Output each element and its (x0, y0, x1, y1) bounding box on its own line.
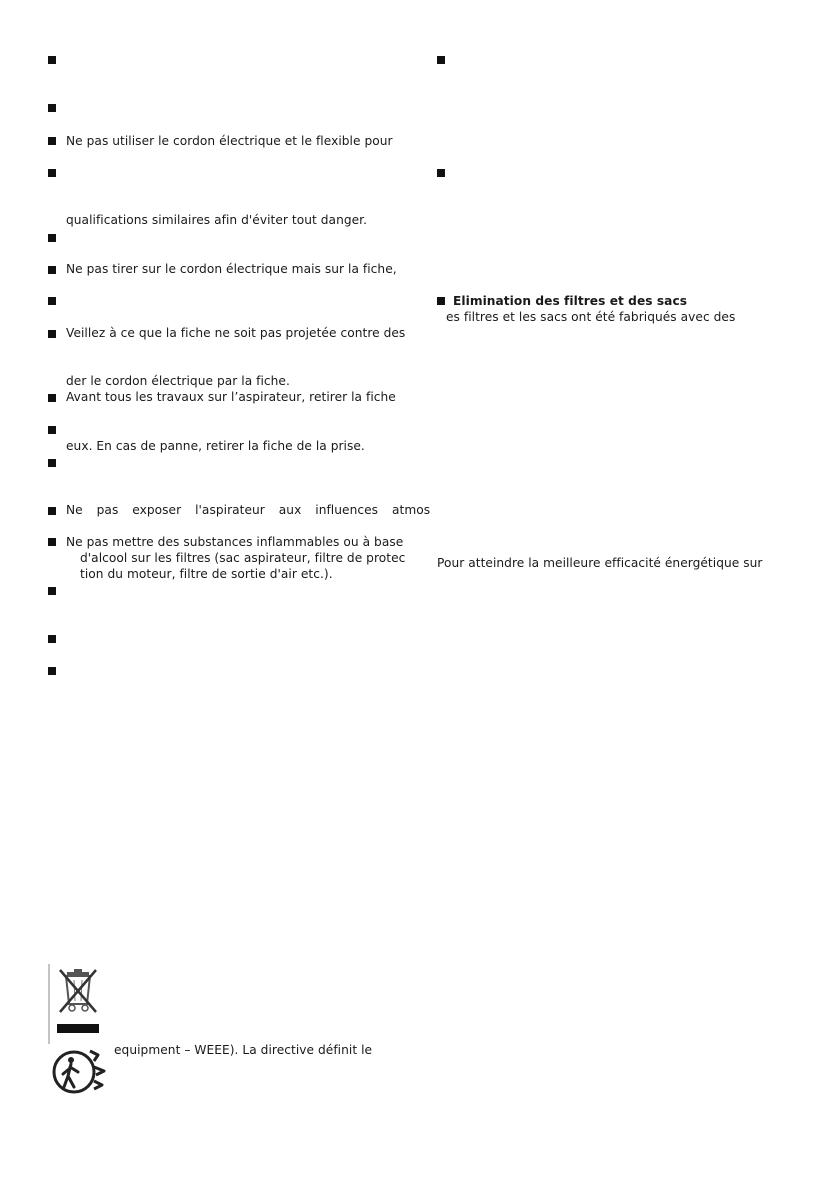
square-bullet-icon (48, 137, 56, 145)
square-bullet-icon (48, 426, 56, 434)
square-bullet-icon (437, 297, 445, 305)
safety-text-breakdown: eux. En cas de panne, retirer la fiche de la prise. (66, 439, 365, 453)
square-bullet-icon (48, 587, 56, 595)
square-bullet-icon (48, 297, 56, 305)
weee-directive-text: equipment – WEEE). La directive définit le (114, 1043, 373, 1057)
safety-text-before-work: Avant tous les travaux sur l’aspirateur, retirer la fiche (66, 390, 396, 404)
square-bullet-icon (437, 169, 445, 177)
safety-text-flammable-3: tion du moteur, filtre de sortie d'air etc.). (80, 567, 333, 581)
energy-efficiency-text: Pour atteindre la meilleure efficacité énergétique sur (437, 556, 763, 570)
safety-text-flammable-2: d'alcool sur les filtres (sac aspirateur, filtre de protec (80, 551, 406, 565)
filters-disposal-text: es filtres et les sacs ont été fabriqués avec des (446, 310, 736, 324)
square-bullet-icon (48, 538, 56, 546)
square-bullet-icon (437, 56, 445, 64)
safety-text-qualifications: qualifications similaires afin d'éviter tout danger. (66, 213, 368, 227)
safety-text-cord-by-plug: der le cordon électrique par la fiche. (66, 374, 290, 388)
crossed-out-wheeled-bin-icon (48, 964, 106, 1044)
safety-text-pull-plug: Ne pas tirer sur le cordon électrique mais sur la fiche, (66, 262, 397, 276)
filters-disposal-heading: Elimination des filtres et des sacs (453, 294, 688, 308)
square-bullet-icon (48, 635, 56, 643)
square-bullet-icon (48, 169, 56, 177)
square-bullet-icon (48, 104, 56, 112)
square-bullet-icon (48, 507, 56, 515)
safety-text-weather: Ne pas exposer l'aspirateur aux influences atmos (66, 503, 431, 517)
square-bullet-icon (48, 394, 56, 402)
square-bullet-icon (48, 667, 56, 675)
safety-text-plug-projected: Veillez à ce que la fiche ne soit pas projetée contre des (66, 326, 406, 340)
triman-recycling-icon (50, 1045, 108, 1095)
safety-text-flammable-1: Ne pas mettre des substances inflammables ou à base (66, 535, 404, 549)
square-bullet-icon (48, 56, 56, 64)
square-bullet-icon (48, 266, 56, 274)
safety-text-cord-hose: Ne pas utiliser le cordon électrique et le flexible pour (66, 134, 393, 148)
square-bullet-icon (48, 234, 56, 242)
square-bullet-icon (48, 330, 56, 338)
square-bullet-icon (48, 459, 56, 467)
